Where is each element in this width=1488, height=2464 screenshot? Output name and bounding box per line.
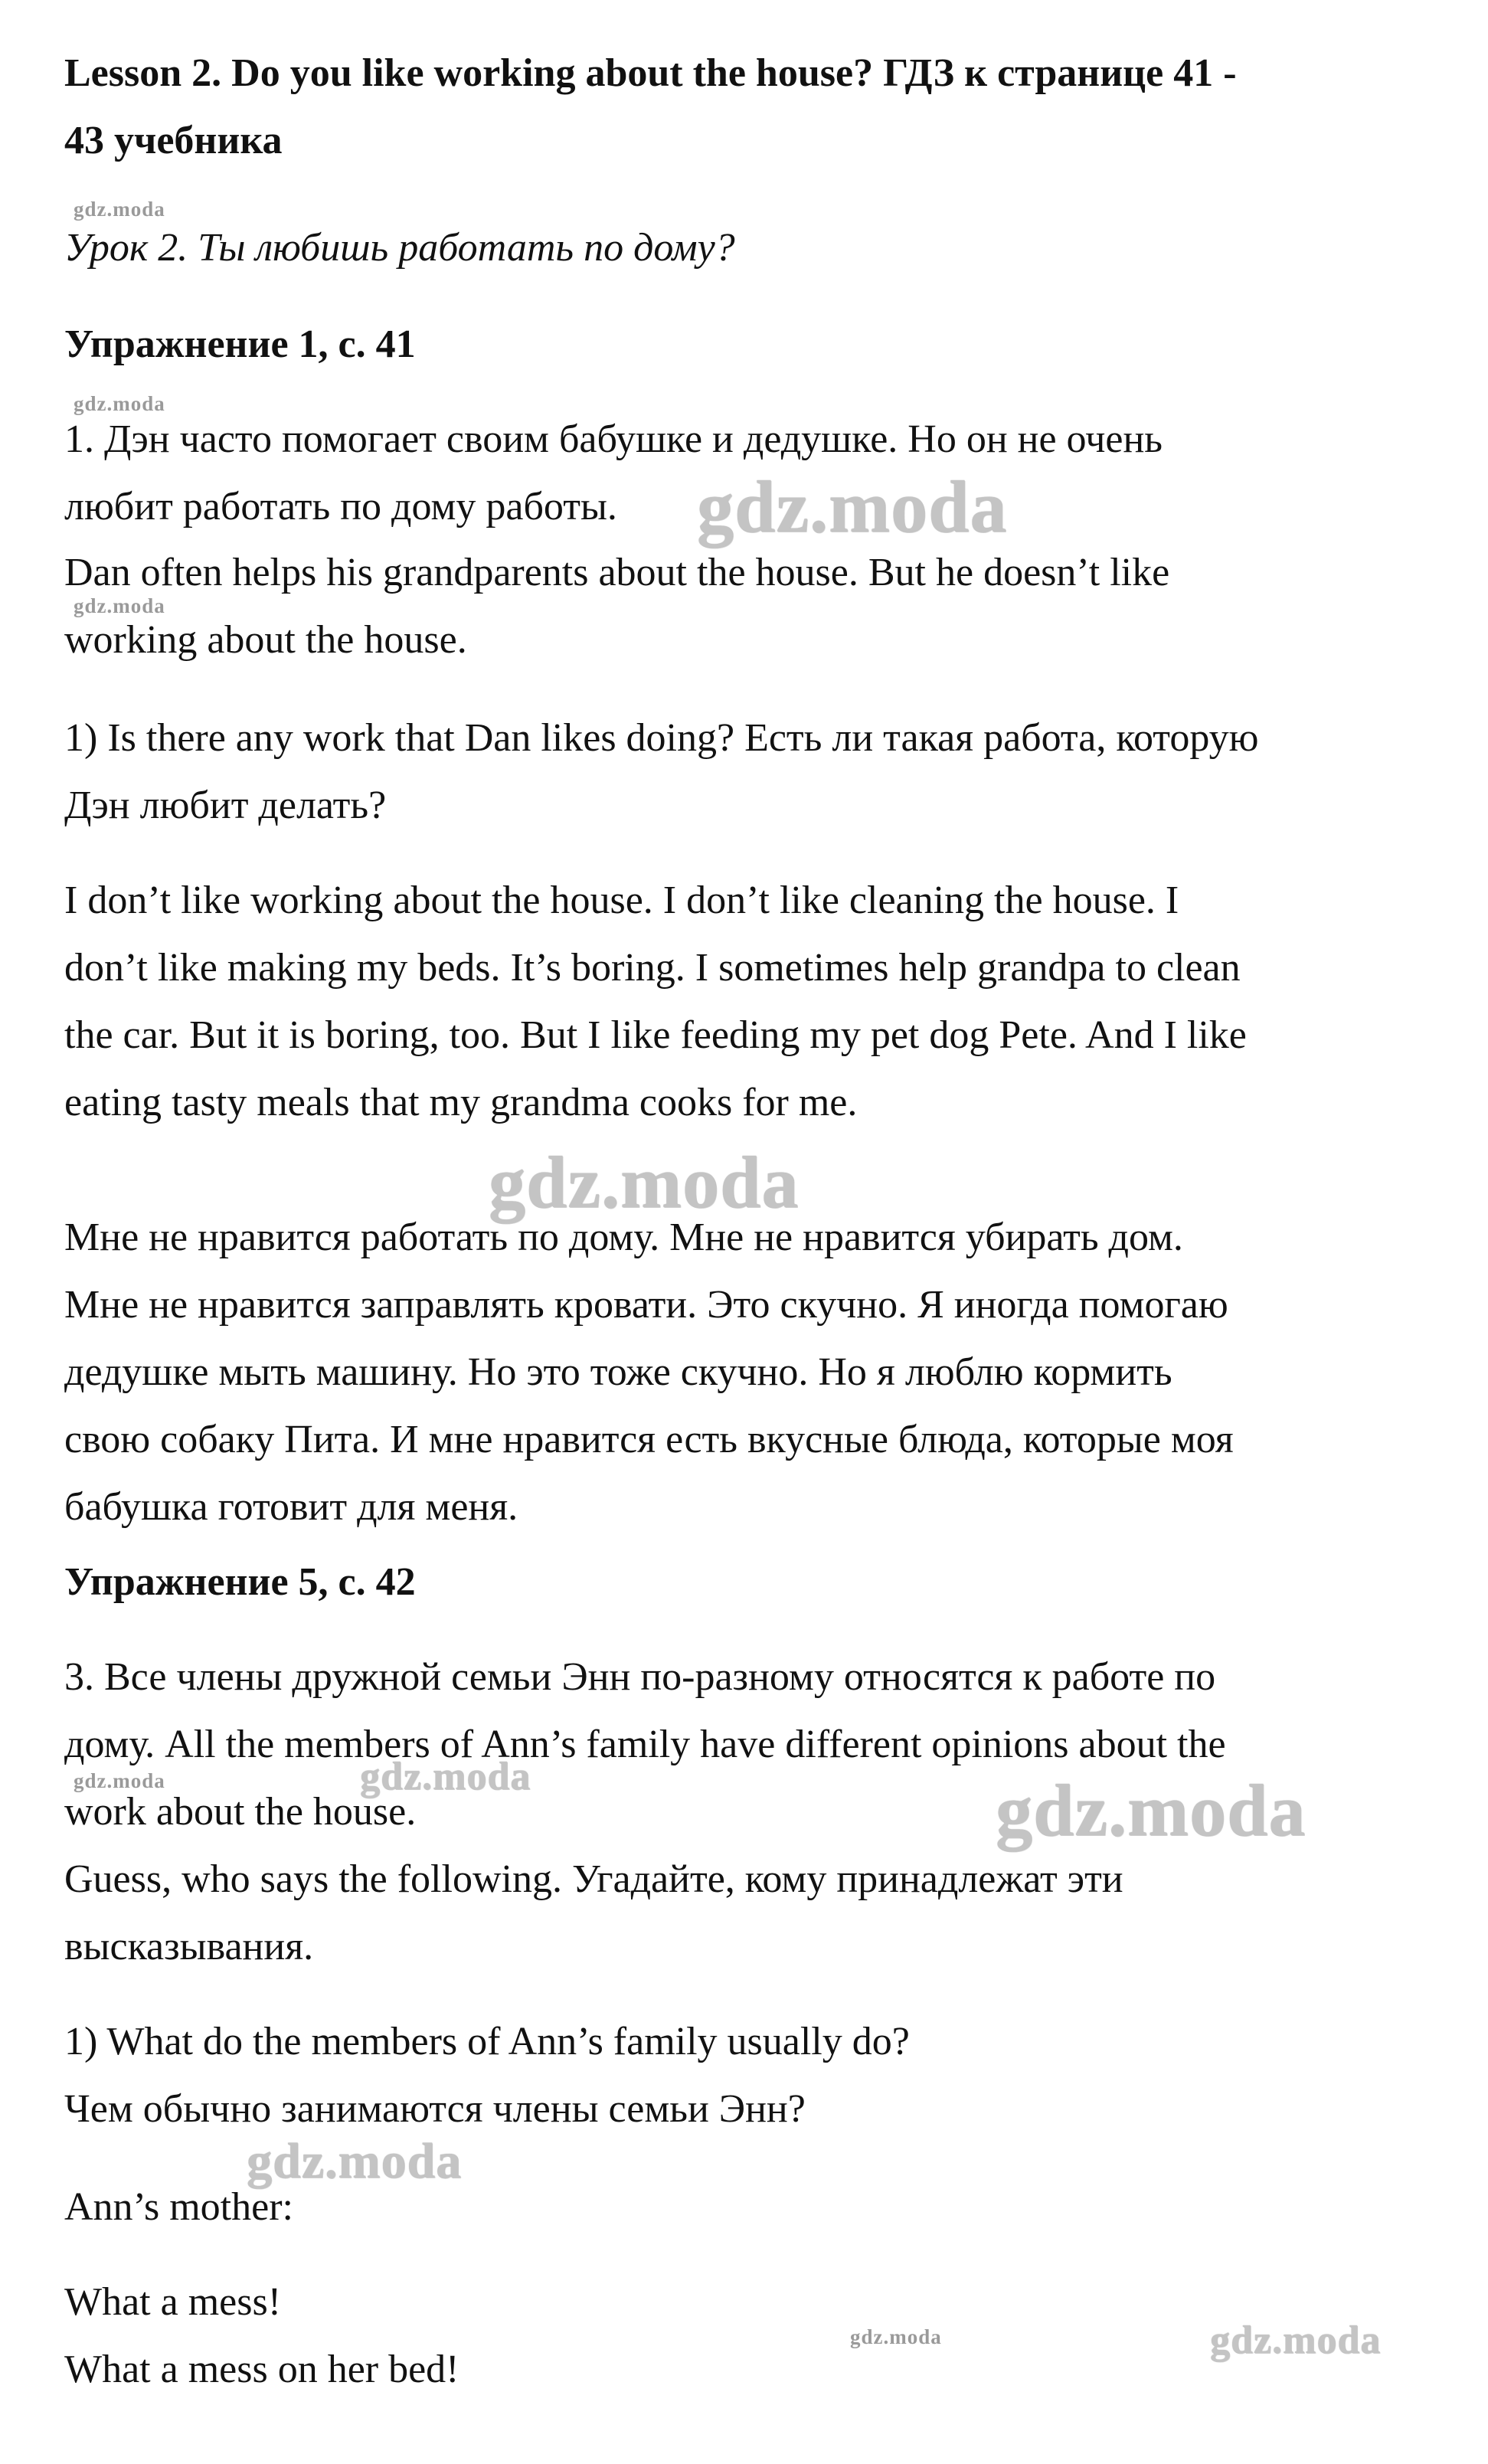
- watermark-large: gdz.moda: [697, 466, 1008, 548]
- exercise-1-intro-en-line-1: Dan often helps his grandparents about the house. But he doesn’t like: [64, 551, 1170, 594]
- lesson-title-line-1: Lesson 2. Do you like working about the house? ГДЗ к странице 41 -: [64, 51, 1237, 95]
- exercise-1-question-line-2: Дэн любит делать?: [64, 784, 387, 827]
- watermark-small: gdz.moda: [74, 392, 165, 415]
- answer-en-line: eating tasty meals that my grandma cooks for me.: [64, 1081, 858, 1124]
- watermark-medium: gdz.moda: [1210, 2318, 1382, 2362]
- watermark-medium: gdz.moda: [360, 1755, 531, 1798]
- exercise-5-intro-line: Guess, who says the following. Угадайте, кому принадлежат эти: [64, 1857, 1123, 1901]
- answer-ru-line: бабушка готовит для меня.: [64, 1485, 518, 1529]
- watermark-small: gdz.moda: [850, 2325, 942, 2348]
- speaker-label: Ann’s mother:: [64, 2185, 293, 2229]
- exercise-1-heading: Упражнение 1, с. 41: [64, 322, 416, 366]
- exercise-5-question-line-2: Чем обычно занимаются члены семьи Энн?: [64, 2087, 806, 2131]
- answer-ru-line: свою собаку Пита. И мне нравится есть вкусные блюда, которые моя: [64, 1418, 1234, 1461]
- answer-ru-line: Мне не нравится заправлять кровати. Это скучно. Я иногда помогаю: [64, 1283, 1228, 1327]
- quote-line-1: What a mess!: [64, 2280, 282, 2324]
- watermark-medium: gdz.moda: [247, 2133, 463, 2189]
- exercise-5-intro-line: work about the house.: [64, 1790, 417, 1834]
- exercise-1-question-line-1: 1) Is there any work that Dan likes doing? Есть ли такая работа, которую: [64, 716, 1259, 760]
- exercise-1-intro-ru-line-2: любит работать по дому работы.: [64, 485, 617, 528]
- quote-line-2: What a mess on her bed!: [64, 2348, 459, 2391]
- watermark-large: gdz.moda: [489, 1141, 800, 1223]
- exercise-5-intro-line: высказывания.: [64, 1925, 314, 1968]
- lesson-title-line-2: 43 учебника: [64, 119, 283, 162]
- exercise-5-intro-line: 3. Все члены дружной семьи Энн по-разному относятся к работе по: [64, 1655, 1216, 1699]
- answer-en-line: don’t like making my beds. It’s boring. I sometimes help grandpa to clean: [64, 946, 1241, 990]
- exercise-1-intro-en-line-2: working about the house.: [64, 618, 467, 662]
- answer-en-line: I don’t like working about the house. I don’t like cleaning the house. I: [64, 879, 1179, 922]
- exercise-5-intro-line: дому. All the members of Ann’s family have different opinions about the: [64, 1723, 1226, 1766]
- watermark-large: gdz.moda: [996, 1769, 1306, 1851]
- watermark-small: gdz.moda: [74, 198, 165, 221]
- exercise-1-intro-ru-line-1: 1. Дэн часто помогает своим бабушке и дедушке. Но он не очень: [64, 417, 1163, 461]
- exercise-5-heading: Упражнение 5, с. 42: [64, 1560, 416, 1604]
- lesson-subtitle: Урок 2. Ты любишь работать по дому?: [64, 226, 735, 270]
- answer-ru-line: Мне не нравится работать по дому. Мне не нравится убирать дом.: [64, 1216, 1183, 1259]
- answer-en-line: the car. But it is boring, too. But I like feeding my pet dog Pete. And I like: [64, 1013, 1247, 1057]
- watermark-small: gdz.moda: [74, 594, 165, 617]
- exercise-5-question-line-1: 1) What do the members of Ann’s family usually do?: [64, 2020, 910, 2063]
- answer-ru-line: дедушке мыть машину. Но это тоже скучно. Но я люблю кормить: [64, 1350, 1172, 1394]
- watermark-small: gdz.moda: [74, 1769, 165, 1792]
